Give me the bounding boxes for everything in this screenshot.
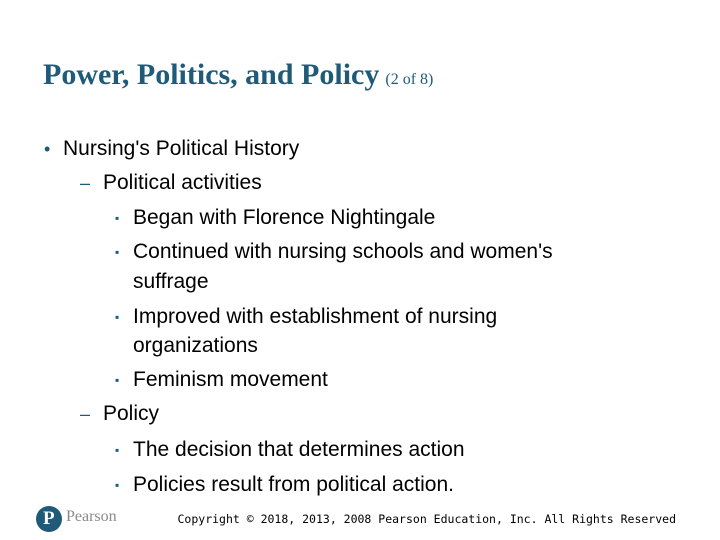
square-marker: ▪	[115, 310, 120, 324]
slide-title-suffix: (2 of 8)	[385, 71, 434, 88]
copyright-notice: Copyright © 2018, 2013, 2008 Pearson Education, Inc. All Rights Reserved	[177, 512, 676, 526]
sub-sub-bullet-text: Policies result from political action.	[133, 473, 454, 496]
slide-footer	[0, 500, 720, 540]
sub-sub-bullet-text: Continued with nursing schools and women's	[133, 240, 553, 263]
square-marker: ▪	[115, 478, 120, 492]
square-marker: ▪	[115, 373, 120, 387]
sub-sub-bullet-text: The decision that determines action	[133, 438, 465, 461]
dash-marker: –	[80, 173, 91, 193]
sub-sub-bullet-text: Improved with establishment of nursing	[133, 305, 498, 328]
bullet-text: Nursing's Political History	[63, 137, 300, 160]
sub-sub-bullet-continuation: suffrage	[133, 270, 209, 293]
pearson-logo-text: Pearson	[66, 508, 117, 525]
sub-bullet-text: Policy	[103, 402, 160, 425]
sub-sub-bullet-continuation: organizations	[133, 334, 258, 357]
sub-sub-bullet-text: Feminism movement	[133, 368, 328, 391]
sub-sub-bullet-text: Began with Florence Nightingale	[133, 206, 436, 229]
dash-marker: –	[80, 404, 91, 424]
sub-bullet-text: Political activities	[103, 171, 262, 194]
slide-title	[43, 58, 433, 92]
square-marker: ▪	[115, 443, 120, 457]
square-marker: ▪	[115, 211, 120, 225]
pearson-logo-icon	[36, 506, 62, 532]
slide-title-text: Power, Politics, and Policy	[43, 58, 380, 91]
bullet-marker: •	[44, 139, 51, 159]
square-marker: ▪	[115, 245, 120, 259]
